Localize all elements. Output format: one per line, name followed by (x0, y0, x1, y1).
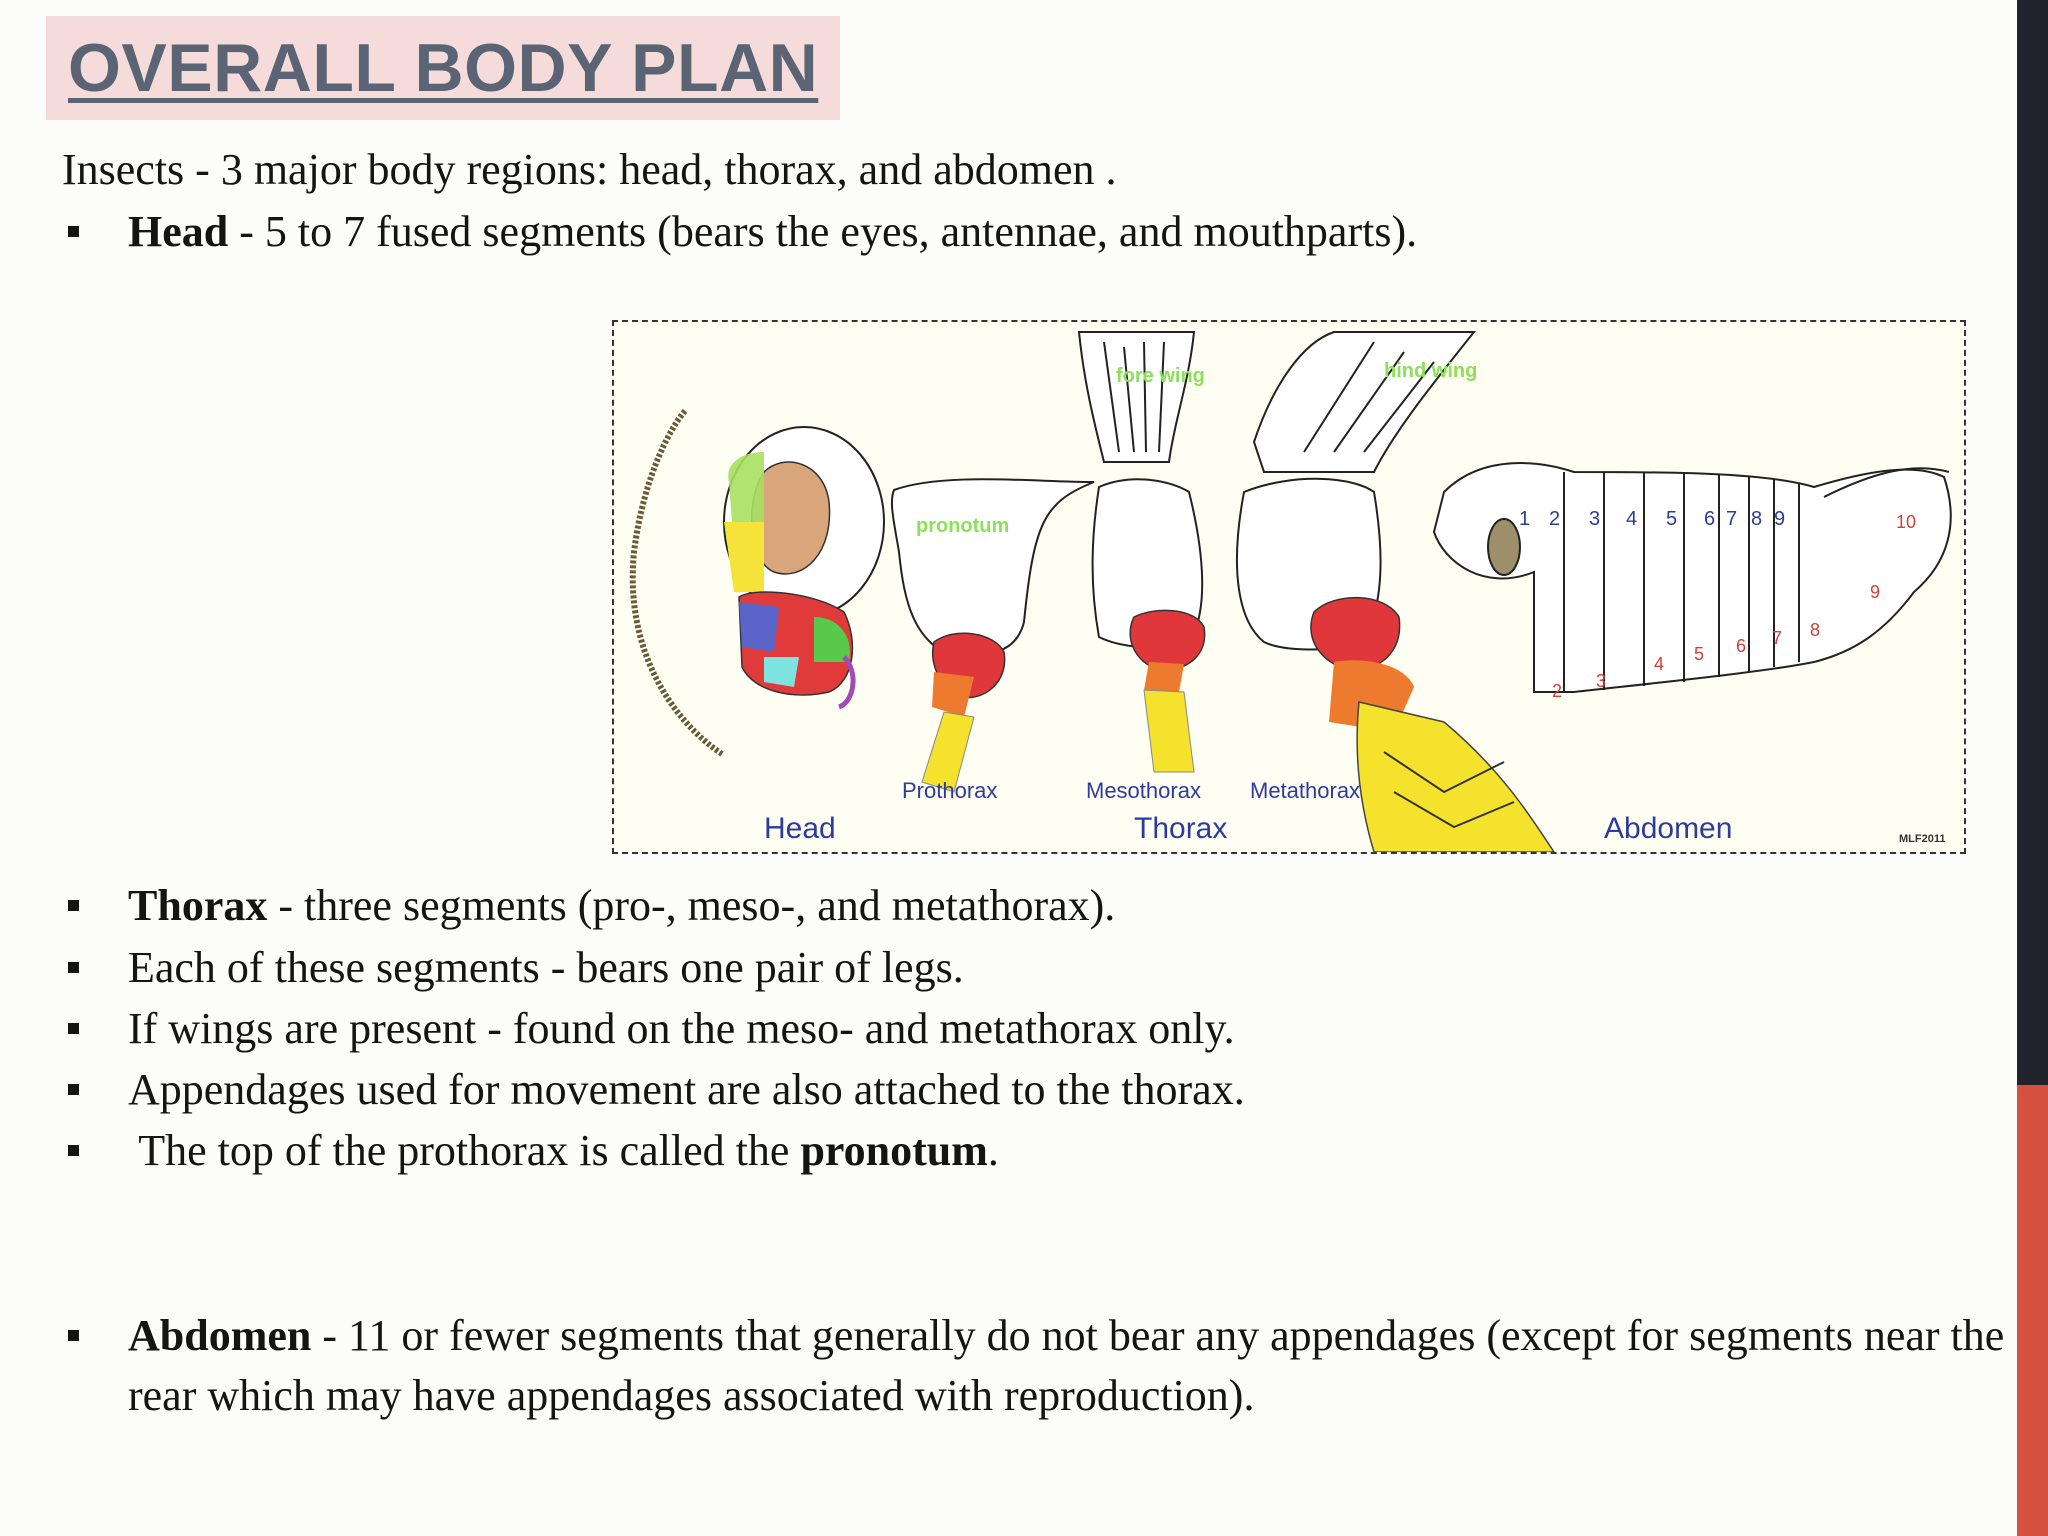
label-fore-wing: fore wing (1116, 365, 1205, 387)
label-credit: MLF2011 (1899, 833, 1946, 845)
bullet-marker (68, 962, 79, 973)
bullet-marker (68, 900, 79, 911)
label-metathorax: Metathorax (1250, 778, 1361, 803)
intro-text: Insects - 3 major body regions: head, thorax, and abdomen . (62, 145, 1117, 194)
label-mesothorax: Mesothorax (1086, 778, 1201, 803)
diagram-labels (614, 322, 1964, 852)
tergite-number: 9 (1774, 508, 1786, 530)
sternite-number: 2 (1552, 681, 1563, 701)
bullet-marker (68, 1330, 79, 1341)
tergite-number: 8 (1751, 508, 1763, 530)
sternite-number: 6 (1736, 636, 1747, 656)
sternite-number: 9 (1870, 582, 1881, 602)
bullet-pronotum-post: . (987, 1126, 999, 1175)
bullet-thorax-bold: Thorax (128, 881, 268, 930)
label-thorax: Thorax (1134, 812, 1228, 845)
sternite-number: 7 (1772, 628, 1783, 648)
label-head: Head (764, 812, 836, 845)
tergite-number: 10 (1896, 512, 1917, 532)
bullet-abdomen-bold: Abdomen (128, 1311, 312, 1360)
insect-body-diagram (612, 320, 1966, 854)
label-prothorax: Prothorax (902, 778, 998, 803)
tergite-numbers (1519, 508, 1916, 532)
bullet-head-text: - 5 to 7 fused segments (bears the eyes, antennae, and mouthparts). (228, 207, 1418, 256)
slide-title: OVERALL BODY PLAN (68, 30, 819, 106)
sternite-number: 5 (1694, 644, 1705, 664)
tergite-number: 3 (1589, 508, 1601, 530)
side-accent-dark (2017, 0, 2048, 1085)
tergite-number: 1 (1519, 508, 1531, 530)
tergite-number: 5 (1666, 508, 1678, 530)
bullet-marker (68, 1145, 79, 1156)
tergite-number: 6 (1704, 508, 1716, 530)
tergite-number: 7 (1726, 508, 1738, 530)
label-abdomen: Abdomen (1604, 812, 1733, 845)
bullet-pronotum-pre: The top of the prothorax is called the (128, 1126, 801, 1175)
bullet-head-bold: Head (128, 207, 229, 256)
bullet-marker (68, 1023, 79, 1034)
bullet-wings-text: If wings are present - found on the meso- and metathorax only. (128, 1004, 1235, 1053)
bullet-legs-text: Each of these segments - bears one pair of legs. (128, 943, 964, 992)
bullet-thorax-text: - three segments (pro-, meso-, and metathorax). (267, 881, 1116, 930)
sternite-numbers (1552, 582, 1880, 701)
bullet-marker (68, 226, 79, 237)
sternite-number: 3 (1596, 671, 1607, 691)
tergite-number: 2 (1549, 508, 1561, 530)
bullet-abdomen-text: - 11 or fewer segments that generally do not bear any appendages (except for segments near the rear which may have appendages associated with reproduction). (128, 1311, 2005, 1420)
sternite-number: 8 (1810, 620, 1821, 640)
bullet-appendages-text: Appendages used for movement are also attached to the thorax. (128, 1065, 1245, 1114)
bullet-pronotum-bold: pronotum (800, 1126, 988, 1175)
sternite-number: 4 (1654, 654, 1665, 674)
tergite-number: 4 (1626, 508, 1638, 530)
bullet-marker (68, 1084, 79, 1095)
label-hind-wing: hind wing (1384, 360, 1478, 382)
label-pronotum: pronotum (916, 515, 1010, 537)
